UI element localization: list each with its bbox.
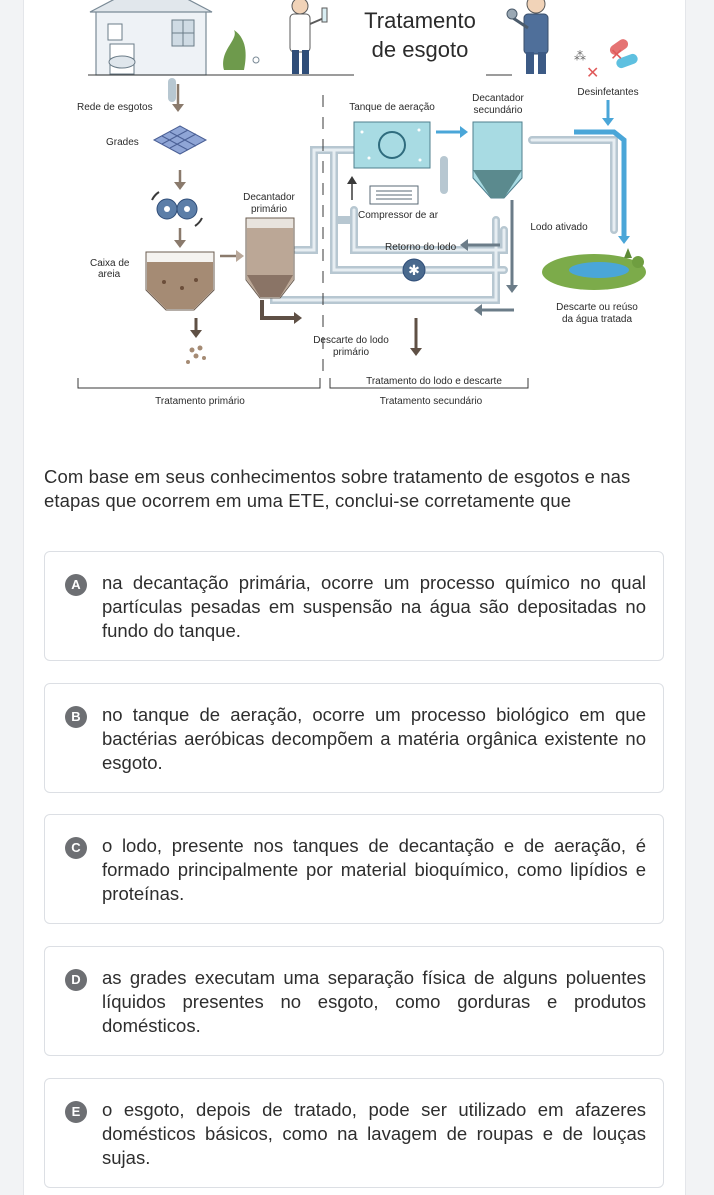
option-b-letter: B [65,706,87,728]
svg-text:✱: ✱ [408,262,420,278]
option-a[interactable] [44,551,664,661]
option-b-text: no tanque de aeração, ocorre um processo biológico em que bactérias aeróbicas decompõem a matéria orgânica existente no esgoto. [102,704,646,773]
label-descarte-lodo-2: primário [332,347,370,358]
label-tratamento-lodo: Tratamento do lodo e descarte [366,376,502,387]
label-grades: Grades [106,137,139,148]
label-retorno-do-lodo: Retorno do lodo [385,242,457,253]
sewage-treatment-diagram [24,0,685,420]
disinfectant-illustration [574,37,639,82]
label-caixa-de-areia-2: areia [98,269,121,280]
question-text: Com base em seus conhecimentos sobre tratamento de esgotos e nas etapas que ocorrem em uma ETE, conclui-se corretamente que [44,466,631,511]
option-e-letter: E [65,1101,87,1123]
option-c-letter: C [65,837,87,859]
label-decantador-secundario-2: secundário [473,105,523,116]
figure-title-line1: Tratamento [364,8,476,33]
label-desinfetantes: Desinfetantes [577,87,639,98]
option-e-text: o esgoto, depois de tratado, pode ser utilizado em afazeres domésticos básicos, como na lavagem de roupas e de louças sujas. [102,1099,646,1168]
label-tratamento-primario: Tratamento primário [155,396,245,407]
figure-title-line2: de esgoto [371,37,469,62]
scientist-illustration [290,0,327,74]
label-descarte-reuso-1: Descarte ou reúso [556,302,638,313]
option-d[interactable] [44,946,664,1056]
secondary-decanter-illustration [473,122,522,198]
label-tratamento-secundario: Tratamento secundário [379,396,483,407]
label-decantador-primario-1: Decantador [243,192,295,203]
gears-illustration [152,192,202,226]
label-tanque-de-aeracao: Tanque de aeração [349,102,435,113]
label-decantador-primario-2: primário [250,204,288,215]
option-c[interactable] [44,814,664,924]
label-rede-de-esgotos: Rede de esgotos [77,102,153,113]
sand-box-illustration [146,252,214,310]
option-a-text: na decantação primária, ocorre um processo químico no qual partículas pesadas em suspensão na água são depositadas no fundo do tanque. [102,572,646,641]
option-d-text: as grades executam uma separação física de alguns poluentes líquidos presentes no esgoto, como gorduras e produtos domésticos. [102,967,646,1036]
option-b[interactable] [44,683,664,793]
worker-illustration [507,0,548,74]
primary-decanter-illustration [246,218,294,298]
svg-text:✕: ✕ [586,65,600,82]
option-e[interactable] [44,1078,664,1188]
label-compressor-de-ar: Compressor de ar [358,210,439,221]
svg-text:⁂: ⁂ [574,49,586,63]
compressor-illustration [370,186,418,204]
pump-icon [403,259,425,281]
landscape-illustration [542,248,646,290]
grates-illustration [154,126,206,154]
label-lodo-ativado: Lodo ativado [530,222,588,233]
aeration-tank-illustration [354,122,430,168]
option-c-text: o lodo, presente nos tanques de decantação e de aeração, é formado principalmente por material bioquímico, como lipídios e proteínas. [102,835,646,904]
svg-text:✕: ✕ [610,47,624,64]
option-d-letter: D [65,969,87,991]
sewage-treatment-figure [24,0,685,420]
label-decantador-secundario-1: Decantador [472,93,524,104]
label-descarte-lodo-1: Descarte do lodo [313,335,389,346]
label-descarte-reuso-2: da água tratada [561,314,633,325]
question-card [23,0,686,1195]
sand-particles [186,346,206,365]
label-caixa-de-areia-1: Caixa de [90,258,130,269]
option-a-letter: A [65,574,87,596]
